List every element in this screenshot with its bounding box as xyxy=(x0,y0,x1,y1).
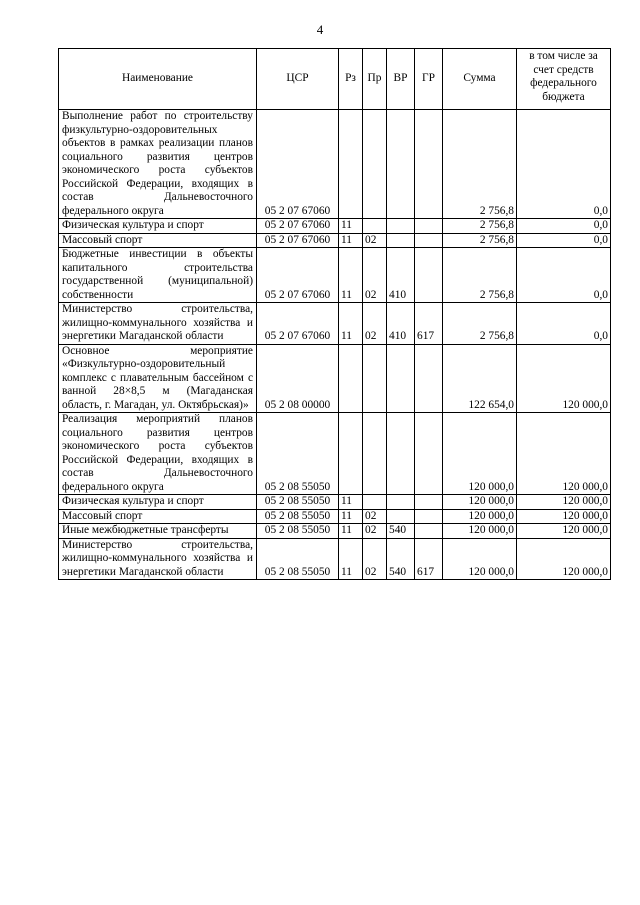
header-federal: в том числе за счет средств федерального бюджета xyxy=(517,49,611,110)
header-gr: ГР xyxy=(415,49,443,110)
row-vr xyxy=(387,219,415,234)
row-federal: 120 000,0 xyxy=(517,524,611,539)
row-sum: 120 000,0 xyxy=(443,509,517,524)
row-name: Бюджетные инвестиции в объекты капитального строительства государственной (муниципальной) собственности xyxy=(59,248,257,303)
table-header-row xyxy=(59,49,611,110)
row-rz: 11 xyxy=(339,509,363,524)
row-pr xyxy=(363,413,387,495)
row-sum: 2 756,8 xyxy=(443,303,517,345)
row-gr xyxy=(415,219,443,234)
row-sum: 2 756,8 xyxy=(443,233,517,248)
row-rz: 11 xyxy=(339,219,363,234)
row-pr xyxy=(363,344,387,413)
row-name: Физическая культура и спорт xyxy=(59,219,257,234)
row-sum: 122 654,0 xyxy=(443,344,517,413)
row-gr xyxy=(415,413,443,495)
row-rz: 11 xyxy=(339,495,363,510)
row-federal: 120 000,0 xyxy=(517,509,611,524)
row-csr: 05 2 08 55050 xyxy=(257,495,339,510)
row-gr xyxy=(415,524,443,539)
header-name: Наименование xyxy=(59,49,257,110)
row-federal: 0,0 xyxy=(517,110,611,219)
header-csr: ЦСР xyxy=(257,49,339,110)
row-pr xyxy=(363,110,387,219)
row-vr: 410 xyxy=(387,303,415,345)
row-vr xyxy=(387,413,415,495)
row-pr: 02 xyxy=(363,248,387,303)
row-csr: 05 2 07 67060 xyxy=(257,110,339,219)
row-name: Основное мероприятие «Физкультурно-оздоровительный комплекс с плавательным бассейном с ванной 28×8,5 м (Магаданская область, г. Магадан, ул. Октябрьская)» xyxy=(59,344,257,413)
row-rz: 11 xyxy=(339,524,363,539)
row-pr: 02 xyxy=(363,303,387,345)
row-csr: 05 2 07 67060 xyxy=(257,303,339,345)
row-pr xyxy=(363,219,387,234)
budget-table xyxy=(58,48,611,580)
row-federal: 120 000,0 xyxy=(517,538,611,580)
row-pr: 02 xyxy=(363,509,387,524)
row-gr: 617 xyxy=(415,538,443,580)
row-gr xyxy=(415,495,443,510)
row-rz xyxy=(339,413,363,495)
row-csr: 05 2 08 55050 xyxy=(257,538,339,580)
row-sum: 120 000,0 xyxy=(443,538,517,580)
row-vr xyxy=(387,509,415,524)
table-row xyxy=(59,524,611,539)
row-gr xyxy=(415,344,443,413)
table-row xyxy=(59,344,611,413)
row-vr: 410 xyxy=(387,248,415,303)
row-federal: 0,0 xyxy=(517,219,611,234)
header-rz: Рз xyxy=(339,49,363,110)
row-csr: 05 2 07 67060 xyxy=(257,219,339,234)
table-row xyxy=(59,248,611,303)
table-row xyxy=(59,219,611,234)
header-sum: Сумма xyxy=(443,49,517,110)
row-name: Массовый спорт xyxy=(59,509,257,524)
row-federal: 120 000,0 xyxy=(517,495,611,510)
row-sum: 2 756,8 xyxy=(443,219,517,234)
row-csr: 05 2 08 55050 xyxy=(257,524,339,539)
row-federal: 120 000,0 xyxy=(517,344,611,413)
row-vr: 540 xyxy=(387,524,415,539)
row-csr: 05 2 08 00000 xyxy=(257,344,339,413)
row-csr: 05 2 08 55050 xyxy=(257,413,339,495)
row-pr: 02 xyxy=(363,524,387,539)
row-name: Реализация мероприятий планов социального развития центров экономического роста субъектов Российской Федерации, входящих в состав Дальневосточного федерального округа xyxy=(59,413,257,495)
row-sum: 120 000,0 xyxy=(443,413,517,495)
row-vr xyxy=(387,110,415,219)
row-sum: 120 000,0 xyxy=(443,495,517,510)
row-name: Физическая культура и спорт xyxy=(59,495,257,510)
row-rz: 11 xyxy=(339,248,363,303)
row-csr: 05 2 07 67060 xyxy=(257,248,339,303)
table-row xyxy=(59,303,611,345)
row-rz xyxy=(339,344,363,413)
row-federal: 0,0 xyxy=(517,248,611,303)
table-row xyxy=(59,110,611,219)
header-vr: ВР xyxy=(387,49,415,110)
row-sum: 2 756,8 xyxy=(443,110,517,219)
row-pr: 02 xyxy=(363,233,387,248)
row-federal: 0,0 xyxy=(517,303,611,345)
row-gr xyxy=(415,110,443,219)
row-vr xyxy=(387,495,415,510)
row-rz: 11 xyxy=(339,538,363,580)
row-sum: 2 756,8 xyxy=(443,248,517,303)
row-vr xyxy=(387,233,415,248)
row-csr: 05 2 07 67060 xyxy=(257,233,339,248)
table-row xyxy=(59,495,611,510)
row-vr xyxy=(387,344,415,413)
row-name: Министерство строительства, жилищно-коммунального хозяйства и энергетики Магаданской области xyxy=(59,303,257,345)
row-federal: 120 000,0 xyxy=(517,413,611,495)
row-name: Иные межбюджетные трансферты xyxy=(59,524,257,539)
row-vr: 540 xyxy=(387,538,415,580)
row-name: Министерство строительства, жилищно-коммунального хозяйства и энергетики Магаданской области xyxy=(59,538,257,580)
row-rz: 11 xyxy=(339,233,363,248)
row-rz xyxy=(339,110,363,219)
row-name: Выполнение работ по строительству физкультурно-оздоровительных объектов в рамках реализации планов социального развития центров экономического роста субъектов Российской Федерации, входящих в состав Дальневосточного федерального округа xyxy=(59,110,257,219)
row-gr xyxy=(415,233,443,248)
row-gr xyxy=(415,509,443,524)
row-pr: 02 xyxy=(363,538,387,580)
row-federal: 0,0 xyxy=(517,233,611,248)
table-row xyxy=(59,413,611,495)
row-csr: 05 2 08 55050 xyxy=(257,509,339,524)
row-pr xyxy=(363,495,387,510)
row-name: Массовый спорт xyxy=(59,233,257,248)
row-gr: 617 xyxy=(415,303,443,345)
table-row xyxy=(59,233,611,248)
row-rz: 11 xyxy=(339,303,363,345)
table-row xyxy=(59,538,611,580)
row-sum: 120 000,0 xyxy=(443,524,517,539)
table-row xyxy=(59,509,611,524)
page-number: 4 xyxy=(316,22,324,37)
header-pr: Пр xyxy=(363,49,387,110)
row-gr xyxy=(415,248,443,303)
